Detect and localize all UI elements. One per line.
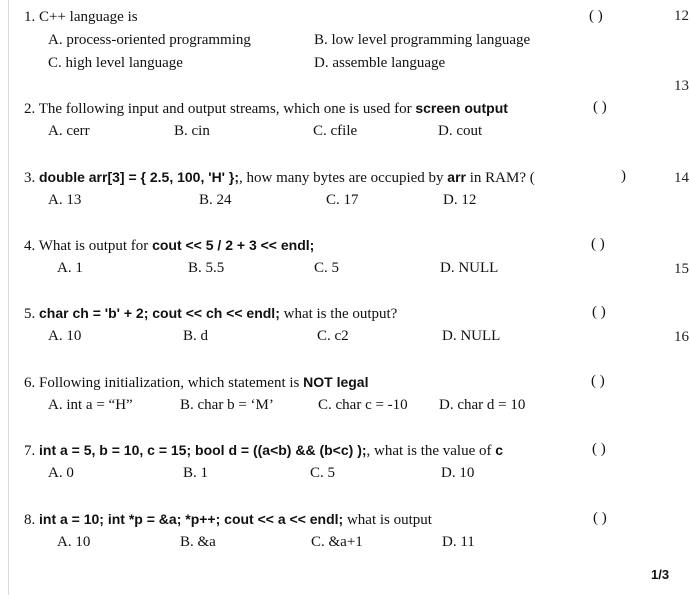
question-2-answer-blank[interactable]: ( ): [593, 99, 607, 115]
margin-number: 14: [674, 170, 689, 186]
question-5-option-d: D. NULL: [442, 328, 501, 344]
question-6-option-c: C. char c = -10: [318, 397, 408, 413]
question-5-option-c: C. c2: [317, 328, 349, 344]
question-1-option-c: C. high level language: [48, 55, 183, 71]
question-text-bold: c: [495, 442, 504, 458]
question-7-option-a: A. 0: [48, 465, 74, 481]
question-1-option-a: A. process-oriented programming: [48, 32, 251, 48]
question-4-option-c: C. 5: [314, 260, 340, 276]
question-4-answer-blank[interactable]: ( ): [591, 236, 605, 252]
question-number: 3.: [24, 170, 36, 186]
question-7-option-d: D. 10: [441, 465, 475, 481]
question-3-option-d: D. 12: [443, 192, 477, 208]
question-number: 5.: [24, 306, 36, 322]
question-2-option-b: B. cin: [174, 123, 210, 139]
question-4-option-b: B. 5.5: [188, 260, 225, 276]
question-6-option-a: A. int a = “H”: [48, 397, 133, 413]
question-text: what is the output?: [279, 306, 398, 322]
question-5-answer-blank[interactable]: ( ): [592, 304, 606, 320]
question-number: 1.: [24, 9, 36, 25]
question-number: 6.: [24, 375, 36, 391]
question-3-option-a: A. 13: [48, 192, 82, 208]
margin-number: 15: [674, 261, 689, 277]
question-text: What is output for: [38, 238, 153, 254]
margin-number: 13: [674, 78, 689, 94]
question-1-option-b: B. low level programming language: [314, 32, 531, 48]
question-8-stem: [24, 510, 432, 529]
question-7-stem: [24, 441, 503, 460]
question-1-option-d: D. assemble language: [314, 55, 446, 71]
question-text: what is output: [343, 512, 432, 528]
question-text: , what is the value of: [366, 443, 496, 459]
question-7-option-b: B. 1: [183, 465, 209, 481]
question-text: , how many bytes are occupied by: [239, 170, 448, 186]
question-code: int a = 5, b = 10, c = 15; bool d = ((a<b) && (b<c) );: [39, 442, 367, 458]
question-text: in RAM? (: [465, 170, 535, 186]
question-4-option-a: A. 1: [57, 260, 83, 276]
question-8-option-a: A. 10: [57, 534, 91, 550]
question-5-stem: [24, 304, 397, 323]
question-code: char ch = 'b' + 2; cout << ch << endl;: [39, 305, 280, 321]
margin-number: 12: [674, 8, 689, 24]
question-number: 7.: [24, 443, 36, 459]
question-3-option-c: C. 17: [326, 192, 359, 208]
question-number: 4.: [24, 238, 36, 254]
question-text: The following input and output streams, which one is used for: [38, 101, 416, 117]
question-4-stem: [24, 236, 314, 255]
question-2-stem: [24, 99, 508, 118]
question-number: 8.: [24, 512, 36, 528]
page-number: 1/3: [651, 567, 670, 582]
question-2-option-d: D. cout: [438, 123, 483, 139]
question-7-option-c: C. 5: [310, 465, 336, 481]
question-text-bold: arr: [447, 169, 466, 185]
question-3-option-b: B. 24: [199, 192, 232, 208]
question-code: int a = 10; int *p = &a; *p++; cout << a << endl;: [39, 511, 344, 527]
question-code: double arr[3] = { 2.5, 100, 'H' };: [39, 169, 240, 185]
question-4-option-d: D. NULL: [440, 260, 499, 276]
question-1-stem: [24, 8, 138, 26]
question-6-stem: [24, 373, 369, 392]
question-6-option-d: D. char d = 10: [439, 397, 526, 413]
question-code: cout << 5 / 2 + 3 << endl;: [152, 237, 315, 253]
question-text-bold: NOT legal: [303, 374, 369, 390]
question-5-option-b: B. d: [183, 328, 209, 344]
question-8-answer-blank[interactable]: ( ): [593, 510, 607, 526]
question-6-option-b: B. char b = ‘M’: [180, 397, 274, 413]
question-2-option-a: A. cerr: [48, 123, 90, 139]
question-3-stem: [24, 168, 535, 187]
margin-number: 16: [674, 329, 689, 345]
question-2-option-c: C. cfile: [313, 123, 358, 139]
question-7-answer-blank[interactable]: ( ): [592, 441, 606, 457]
page-left-border: [8, 0, 9, 595]
question-text: C++ language is: [39, 9, 138, 25]
question-1-answer-blank[interactable]: ( ): [589, 8, 603, 24]
question-number: 2.: [24, 101, 36, 117]
question-text: Following initialization, which statement is: [39, 375, 304, 391]
question-3-answer-blank[interactable]: ): [621, 168, 626, 184]
question-text-bold: screen output: [415, 100, 508, 116]
question-6-answer-blank[interactable]: ( ): [591, 373, 605, 389]
question-8-option-d: D. 11: [442, 534, 475, 550]
question-8-option-b: B. &a: [180, 534, 216, 550]
question-8-option-c: C. &a+1: [311, 534, 363, 550]
question-5-option-a: A. 10: [48, 328, 82, 344]
